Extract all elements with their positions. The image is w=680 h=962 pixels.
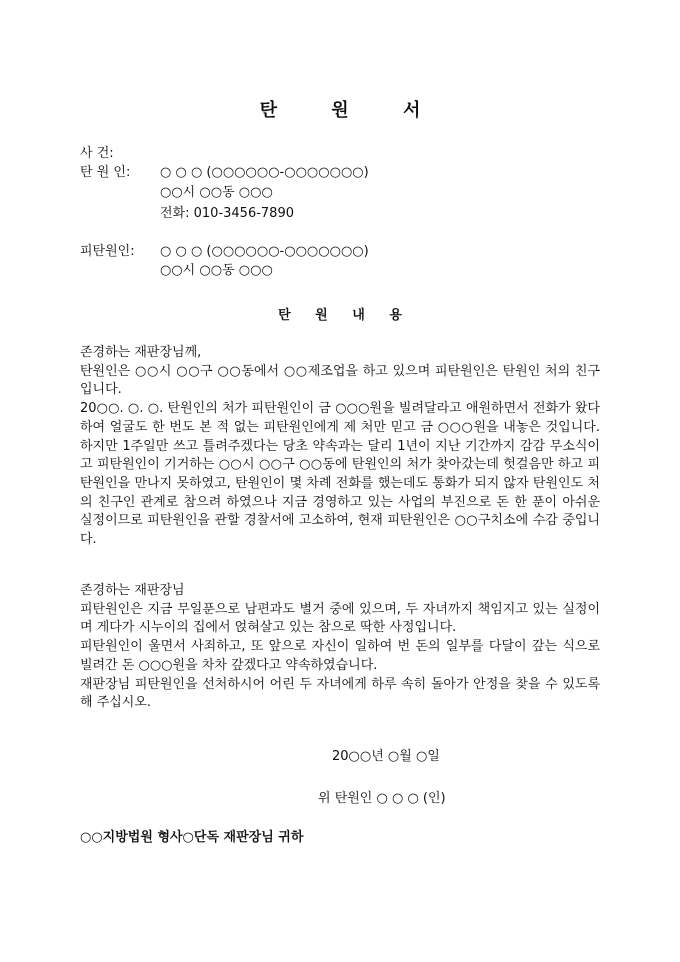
- petitioner-address: ○○시 ○○동 ○○○: [160, 185, 273, 200]
- petitioner-label: 탄 원 인:: [80, 165, 131, 180]
- defendant-label: 피탄원인:: [80, 244, 135, 259]
- document-title: 탄 원 서: [259, 100, 445, 121]
- defendant-address: ○○시 ○○동 ○○○: [160, 263, 273, 278]
- defendant-line: [80, 243, 369, 260]
- petitioner-phone: 전화: 010-3456-7890: [160, 206, 294, 221]
- petitioner-name-id: ○ ○ ○ (○○○○○○-○○○○○○○): [160, 165, 369, 180]
- greeting-2: 존경하는 재판장님: [80, 583, 185, 598]
- paragraph-2: 20○○. ○. ○. 탄원인의 처가 피탄원인이 금 ○○○원을 빌려달라고 애원하면서 전화가 왔다 하여 얼굴도 한 번도 본 적 없는 피탄원인에게 제 처만 믿고 금 ○○○원을 내놓은 것입니다. 하지만 1주일만 쓰고 틀려주겠다는 당초 약속과는 달리 1년이 지난 기간까지 감감 무소식이고 피탄원인이 기거하는 ○○시 ○○구 ○○동에 탄원인의 처가 찾아갔는데 헛걸음만 하고 피탄원인을 만나지 못하였고, 탄원인이 몇 차례 전화를 했는데도 통화가 되지 않자 탄원인도 처의 친구인 관계로 참으려 하였으나 지금 경영하고 있는 사업의 부진으로 돈 한 푼이 아쉬운 실정이므로 피탄원인을 관할 경찰서에 고소하여, 현재 피탄원인은 ○○구치소에 수감 중입니다.: [80, 401, 600, 548]
- section-1: [80, 344, 600, 550]
- greeting-1: 존경하는 재판장님께,: [80, 345, 202, 360]
- addressee-line: ○○지방법원 형사○단독 재판장님 귀하: [80, 830, 304, 845]
- section-2: [80, 582, 600, 713]
- signature-line: 위 탄원인 ○ ○ ○ (인): [318, 791, 446, 806]
- paragraph-5: 재판장님 피탄원인을 선처하시어 어린 두 자녀에게 하루 속히 돌아가 안정을 찾을 수 있도록 해 주십시오.: [80, 676, 600, 711]
- defendant-name-id: ○ ○ ○ (○○○○○○-○○○○○○○): [160, 244, 369, 259]
- document-date: 20○○년 ○월 ○일: [332, 749, 440, 764]
- case-line: 사 건:: [80, 146, 114, 161]
- paragraph-3: 피탄원인은 지금 무일푼으로 남편과도 별거 중에 있으며, 두 자녀까지 책임지고 있는 실정이며 게다가 시누이의 집에서 얹혀살고 있는 참으로 딱한 사정입니다.: [80, 601, 600, 636]
- petitioner-line: [80, 164, 369, 181]
- paragraph-1: 탄원인은 ○○시 ○○구 ○○동에서 ○○제조업을 하고 있으며 피탄원인은 탄원인 처의 친구입니다.: [80, 363, 600, 398]
- paragraph-4: 피탄원인이 울면서 사죄하고, 또 앞으로 자신이 일하여 번 돈의 일부를 다달이 갚는 식으로 빌려간 돈 ○○○원을 차차 갚겠다고 약속하였습니다.: [80, 639, 600, 673]
- content-heading: 탄 원 내 용: [278, 308, 412, 323]
